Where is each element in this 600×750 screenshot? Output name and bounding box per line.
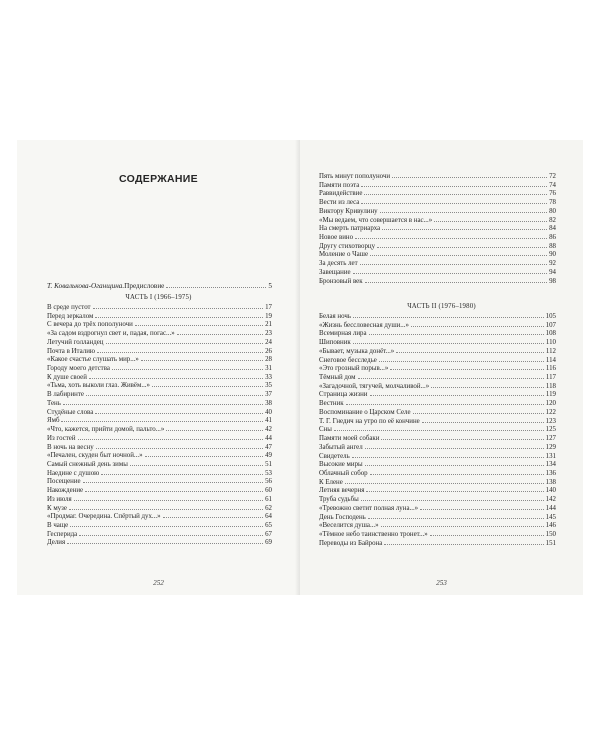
entry-title: Другу стихотворцу bbox=[319, 242, 376, 250]
toc-entry bbox=[319, 417, 556, 426]
entry-page: 69 bbox=[265, 539, 272, 547]
entry-title: Памяти моей собаки bbox=[319, 435, 380, 443]
dot-leader bbox=[434, 216, 547, 222]
dot-leader bbox=[85, 486, 263, 492]
toc-entry bbox=[47, 329, 272, 338]
dot-leader bbox=[345, 478, 544, 484]
entry-page: 127 bbox=[545, 435, 556, 443]
entry-title: «Тёмное небо таинственно тронет...» bbox=[319, 530, 428, 538]
dot-leader bbox=[369, 329, 544, 335]
dot-leader bbox=[112, 364, 263, 370]
entry-title: Облачный собор bbox=[319, 469, 368, 477]
dot-leader bbox=[95, 408, 263, 414]
entry-title: Всемирная лира bbox=[319, 330, 367, 338]
toc-entry bbox=[47, 434, 272, 443]
entry-page: 94 bbox=[549, 268, 556, 276]
entry-page: 122 bbox=[545, 408, 556, 416]
toc-entry bbox=[319, 390, 556, 399]
dot-leader bbox=[422, 417, 544, 423]
entry-title: Т. Г. Гнедич на утро по её кончине bbox=[319, 417, 420, 425]
entry-page: 140 bbox=[545, 487, 556, 495]
toc-entry bbox=[319, 469, 556, 478]
entry-page: 21 bbox=[265, 321, 272, 329]
toc-entry bbox=[319, 513, 556, 522]
entry-page: 151 bbox=[545, 539, 556, 547]
dot-leader bbox=[381, 434, 543, 440]
entry-title: Новое вино bbox=[319, 234, 354, 242]
dot-leader bbox=[413, 408, 544, 414]
entry-page: 110 bbox=[545, 339, 556, 347]
entry-title: Высокие миры bbox=[319, 461, 363, 469]
dot-leader bbox=[379, 356, 544, 362]
entry-page: 60 bbox=[265, 487, 272, 495]
dot-leader bbox=[390, 364, 544, 370]
dot-leader bbox=[364, 189, 547, 195]
entry-title: Перед зеркалом bbox=[47, 312, 94, 320]
toc-entry bbox=[319, 364, 556, 373]
entry-page: 37 bbox=[265, 391, 272, 399]
entry-title: За десять лет bbox=[319, 260, 358, 268]
toc-entry bbox=[319, 504, 556, 513]
entry-page: 144 bbox=[545, 504, 556, 512]
entry-title: Из гостей bbox=[47, 434, 76, 442]
toc-entry bbox=[47, 390, 272, 399]
dot-leader bbox=[95, 312, 263, 318]
entry-title: Труба судьбы bbox=[319, 496, 359, 504]
toc-entry bbox=[47, 355, 272, 364]
entry-title: Раввидействие bbox=[319, 190, 363, 198]
dot-leader bbox=[353, 338, 544, 344]
dot-leader bbox=[86, 390, 263, 396]
dot-leader bbox=[365, 460, 544, 466]
toc-entry bbox=[319, 452, 556, 461]
section-heading: ЧАСТЬ I (1966–1975) bbox=[125, 294, 192, 301]
entry-page: 138 bbox=[545, 478, 556, 486]
dot-leader bbox=[89, 373, 263, 379]
entry-title: Посещение bbox=[47, 478, 81, 486]
entry-title: С вечера до трёх пополуночи bbox=[47, 321, 133, 329]
entry-page: 114 bbox=[545, 356, 556, 364]
toc-entry bbox=[319, 181, 556, 190]
dot-leader bbox=[97, 347, 263, 353]
entry-title: Моление о Чаше bbox=[319, 251, 369, 259]
entry-page: 26 bbox=[265, 347, 272, 355]
dot-leader bbox=[130, 460, 263, 466]
toc-entry bbox=[319, 321, 556, 330]
entry-page: 35 bbox=[265, 382, 272, 390]
dot-leader bbox=[380, 207, 548, 213]
entry-page: 136 bbox=[545, 469, 556, 477]
toc-entry bbox=[47, 443, 272, 452]
toc-entry bbox=[319, 478, 556, 487]
toc-entry bbox=[47, 530, 272, 539]
entry-page: 146 bbox=[545, 522, 556, 530]
entry-title: Гесперида bbox=[47, 530, 78, 538]
dot-leader bbox=[70, 521, 263, 527]
entry-title: Свидетель bbox=[319, 452, 350, 460]
entry-page: 76 bbox=[549, 190, 556, 198]
dot-leader bbox=[96, 443, 263, 449]
section-heading: ЧАСТЬ II (1976–1980) bbox=[407, 303, 476, 310]
entry-title: В среде пустот bbox=[47, 304, 91, 311]
dot-leader bbox=[370, 469, 544, 475]
entry-page: 65 bbox=[265, 521, 272, 529]
toc-entry bbox=[319, 521, 556, 530]
entry-page: 74 bbox=[549, 181, 556, 189]
toc-entry bbox=[319, 242, 556, 251]
entry-title: К душе своей bbox=[47, 373, 87, 381]
toc-entry bbox=[47, 425, 272, 434]
dot-leader bbox=[63, 399, 263, 405]
entry-page: 90 bbox=[549, 251, 556, 259]
entry-title: Памяти поэта bbox=[319, 181, 360, 189]
entry-title: Переводы из Байрона bbox=[319, 539, 383, 547]
toc-entry bbox=[47, 512, 272, 521]
toc-entry bbox=[319, 356, 556, 365]
toc-entry bbox=[319, 460, 556, 469]
preface-page: 5 bbox=[268, 282, 272, 290]
dot-leader bbox=[101, 469, 263, 475]
entry-page: 88 bbox=[549, 242, 556, 250]
entry-title: «Жизнь бессловесная души...» bbox=[319, 321, 409, 329]
entry-title: Студёные слова bbox=[47, 408, 94, 416]
left-page bbox=[17, 140, 300, 595]
entry-page: 33 bbox=[265, 373, 272, 381]
entry-title: «Это грозный порыв...» bbox=[319, 365, 389, 373]
toc-entry bbox=[47, 364, 272, 373]
toc-entry bbox=[47, 303, 272, 312]
dot-leader bbox=[334, 425, 544, 431]
page-number: 252 bbox=[153, 579, 164, 587]
dot-leader bbox=[381, 521, 544, 527]
toc-entry bbox=[319, 189, 556, 198]
entry-title: Воспоминание о Царском Селе bbox=[319, 408, 411, 416]
entry-page: 150 bbox=[545, 530, 556, 538]
entry-title: Накождение bbox=[47, 487, 84, 495]
entry-page: 145 bbox=[545, 513, 556, 521]
entry-title: Завещание bbox=[319, 268, 351, 276]
entry-page: 28 bbox=[265, 356, 272, 364]
entry-page: 119 bbox=[545, 391, 556, 399]
entry-page: 61 bbox=[265, 495, 272, 503]
dot-leader bbox=[396, 347, 544, 353]
entry-title: «Веселится душа...» bbox=[319, 522, 379, 530]
dot-leader bbox=[145, 451, 264, 457]
toc-entry bbox=[47, 469, 272, 478]
entry-title: Белая ночь bbox=[319, 313, 351, 320]
toc-entry bbox=[47, 451, 272, 460]
entry-title: Из июля bbox=[47, 495, 72, 503]
entry-title: «Что, кажется, прийти домой, пальто...» bbox=[47, 426, 165, 434]
toc-entry bbox=[47, 399, 272, 408]
entry-title: День Господень bbox=[319, 513, 366, 521]
dot-leader bbox=[353, 312, 544, 318]
entry-page: 105 bbox=[545, 313, 556, 320]
entry-title: «Бывает, музыка донёт...» bbox=[319, 347, 395, 355]
dot-leader bbox=[361, 495, 544, 501]
dot-leader bbox=[346, 399, 544, 405]
entry-page: 84 bbox=[549, 225, 556, 233]
toc-entry bbox=[47, 338, 272, 347]
toc-entry bbox=[319, 216, 556, 225]
dot-leader bbox=[141, 355, 263, 361]
entry-title: Страница жизни bbox=[319, 391, 368, 399]
toc-list bbox=[47, 303, 272, 547]
toc-entry bbox=[319, 486, 556, 495]
entry-page: 51 bbox=[265, 460, 272, 468]
dot-leader bbox=[420, 504, 544, 510]
entry-page: 82 bbox=[549, 216, 556, 224]
dot-leader bbox=[79, 530, 263, 536]
toc-list bbox=[319, 172, 556, 285]
entry-page: 42 bbox=[265, 426, 272, 434]
entry-title: Летучий голландец bbox=[47, 338, 104, 346]
entry-title: Летняя вечерня bbox=[319, 487, 365, 495]
entry-title: «Тревожно светит полная луна...» bbox=[319, 504, 419, 512]
dot-leader bbox=[361, 181, 547, 187]
entry-page: 67 bbox=[265, 530, 272, 538]
entry-title: Делия bbox=[47, 539, 66, 547]
dot-leader bbox=[361, 198, 547, 204]
toc-entry bbox=[319, 347, 556, 356]
toc-entry bbox=[319, 399, 556, 408]
entry-page: 44 bbox=[265, 434, 272, 442]
toc-entry bbox=[319, 338, 556, 347]
entry-title: В чаще bbox=[47, 521, 69, 529]
dot-leader bbox=[83, 477, 264, 483]
toc-entry bbox=[47, 477, 272, 486]
entry-title: Почта в Италию bbox=[47, 347, 96, 355]
entry-title: «Загадочной, тягучей, молчаливой...» bbox=[319, 382, 430, 390]
dot-leader bbox=[430, 530, 544, 536]
toc-entry bbox=[47, 312, 272, 321]
entry-page: 62 bbox=[265, 504, 272, 512]
dot-leader bbox=[370, 250, 547, 256]
entry-title: Наедине с душою bbox=[47, 469, 100, 477]
toc-entry bbox=[319, 373, 556, 382]
dot-leader bbox=[360, 259, 548, 265]
dot-leader bbox=[61, 416, 263, 422]
toc-entry bbox=[319, 224, 556, 233]
toc-entry bbox=[319, 268, 556, 277]
entry-page: 108 bbox=[545, 330, 556, 338]
entry-title: Снеговое бесследье bbox=[319, 356, 377, 364]
entry-page: 31 bbox=[265, 365, 272, 373]
entry-page: 53 bbox=[265, 469, 272, 477]
entry-title: Вести из леса bbox=[319, 199, 360, 207]
dot-leader bbox=[431, 382, 544, 388]
dot-leader bbox=[353, 268, 548, 274]
entry-page: 24 bbox=[265, 338, 272, 346]
dot-leader bbox=[411, 321, 544, 327]
dot-leader bbox=[93, 303, 264, 309]
entry-page: 40 bbox=[265, 408, 272, 416]
dot-leader bbox=[152, 381, 263, 387]
toc-entry bbox=[319, 329, 556, 338]
entry-title: В лабиринте bbox=[47, 391, 84, 399]
toc-entry bbox=[319, 443, 556, 452]
dot-leader bbox=[67, 538, 263, 544]
entry-page: 134 bbox=[545, 461, 556, 469]
toc-entry bbox=[319, 530, 556, 539]
entry-title: Сны bbox=[319, 426, 332, 434]
entry-title: «Тьма, хоть выколи глаз. Живём...» bbox=[47, 382, 150, 390]
entry-title: В ночь на весну bbox=[47, 443, 94, 451]
entry-page: 118 bbox=[545, 382, 556, 390]
right-page bbox=[300, 140, 583, 595]
dot-leader bbox=[177, 329, 263, 335]
toc-entry bbox=[319, 425, 556, 434]
entry-title: «Какое счастье слушать мир...» bbox=[47, 356, 139, 364]
entry-title: Тень bbox=[47, 399, 61, 407]
toc-entry bbox=[47, 416, 272, 425]
entry-page: 86 bbox=[549, 234, 556, 242]
toc-entry bbox=[47, 521, 272, 530]
toc-entry bbox=[47, 504, 272, 513]
entry-title: К музе bbox=[47, 504, 67, 512]
entry-title: Самый снежный день зимы bbox=[47, 460, 128, 468]
entry-page: 72 bbox=[549, 173, 556, 180]
entry-title: «Печален, скуден быт ночной...» bbox=[47, 452, 143, 460]
entry-title: Вестник bbox=[319, 400, 344, 408]
toc-entry bbox=[47, 381, 272, 390]
entry-page: 17 bbox=[265, 304, 272, 311]
entry-page: 125 bbox=[545, 426, 556, 434]
entry-page: 78 bbox=[549, 199, 556, 207]
dot-leader bbox=[377, 242, 547, 248]
entry-page: 41 bbox=[265, 417, 272, 425]
toc-entry bbox=[319, 382, 556, 391]
dot-leader bbox=[74, 495, 263, 501]
entry-page: 112 bbox=[545, 347, 556, 355]
toc-entry bbox=[319, 233, 556, 242]
entry-page: 142 bbox=[545, 496, 556, 504]
dot-leader bbox=[166, 425, 263, 431]
dot-leader bbox=[106, 338, 264, 344]
dot-leader bbox=[392, 172, 547, 178]
entry-title: Бронзовый век bbox=[319, 277, 363, 285]
toc-entry bbox=[47, 347, 272, 356]
toc-entry bbox=[47, 486, 272, 495]
entry-page: 64 bbox=[265, 513, 272, 521]
dot-leader bbox=[166, 282, 266, 288]
preface-author: Т. Ковалькова-Оганщина. bbox=[47, 282, 125, 290]
entry-page: 56 bbox=[265, 478, 272, 486]
entry-title: «Продмаг. Очередина. Спёртый дух...» bbox=[47, 513, 161, 521]
dot-leader bbox=[69, 504, 263, 510]
entry-title: Городу моего детства bbox=[47, 365, 110, 373]
entry-page: 117 bbox=[545, 374, 556, 382]
entry-title: Тёмный дом bbox=[319, 374, 356, 382]
toc-entry bbox=[319, 312, 556, 321]
entry-page: 38 bbox=[265, 399, 272, 407]
entry-page: 129 bbox=[545, 443, 556, 451]
toc-entry bbox=[319, 495, 556, 504]
toc-entry bbox=[319, 277, 556, 286]
entry-title: На смерть патриарха bbox=[319, 225, 381, 233]
entry-page: 120 bbox=[545, 400, 556, 408]
toc-entry bbox=[319, 198, 556, 207]
toc-list bbox=[319, 312, 556, 547]
toc-entry bbox=[319, 207, 556, 216]
entry-title: Ямб bbox=[47, 417, 60, 425]
entry-title: Пять минут пополуночи bbox=[319, 173, 391, 180]
dot-leader bbox=[384, 539, 543, 545]
entry-title: Виктору Кривулину bbox=[319, 207, 378, 215]
dot-leader bbox=[163, 512, 264, 518]
toc-entry bbox=[47, 460, 272, 469]
dot-leader bbox=[358, 373, 544, 379]
entry-page: 107 bbox=[545, 321, 556, 329]
dot-leader bbox=[365, 443, 544, 449]
page-number: 253 bbox=[436, 579, 447, 587]
preface-title: Предисловие bbox=[124, 282, 165, 290]
toc-entry bbox=[47, 408, 272, 417]
toc-entry bbox=[319, 539, 556, 548]
entry-title: К Елене bbox=[319, 478, 343, 486]
entry-title: «За садом вздрогнул свет и, падая, погас...» bbox=[47, 330, 175, 338]
toc-entry bbox=[319, 259, 556, 268]
entry-page: 92 bbox=[549, 260, 556, 268]
toc-entry bbox=[319, 434, 556, 443]
page-title: СОДЕРЖАНИЕ bbox=[119, 173, 198, 185]
entry-page: 116 bbox=[545, 365, 556, 373]
dot-leader bbox=[382, 224, 547, 230]
toc-entry bbox=[319, 408, 556, 417]
dot-leader bbox=[355, 233, 547, 239]
entry-page: 49 bbox=[265, 452, 272, 460]
entry-page: 131 bbox=[545, 452, 556, 460]
entry-page: 80 bbox=[549, 207, 556, 215]
toc-entry bbox=[47, 320, 272, 329]
entry-page: 123 bbox=[545, 417, 556, 425]
dot-leader bbox=[352, 452, 544, 458]
dot-leader bbox=[78, 434, 264, 440]
dot-leader bbox=[365, 277, 548, 283]
entry-page: 98 bbox=[549, 277, 556, 285]
dot-leader bbox=[135, 320, 263, 326]
toc-entry bbox=[47, 538, 272, 547]
entry-page: 47 bbox=[265, 443, 272, 451]
entry-page: 19 bbox=[265, 312, 272, 320]
entry-title: Шиповник bbox=[319, 339, 351, 347]
dot-leader bbox=[368, 513, 544, 519]
entry-title: Забытый ангел bbox=[319, 443, 363, 451]
toc-entry-preface bbox=[47, 282, 272, 290]
toc-entry bbox=[319, 250, 556, 259]
dot-leader bbox=[370, 390, 544, 396]
entry-page: 23 bbox=[265, 330, 272, 338]
dot-leader bbox=[366, 486, 543, 492]
toc-entry bbox=[47, 495, 272, 504]
entry-title: «Мы ведаем, что совершается в нас...» bbox=[319, 216, 433, 224]
toc-entry bbox=[47, 373, 272, 382]
toc-entry bbox=[319, 172, 556, 181]
